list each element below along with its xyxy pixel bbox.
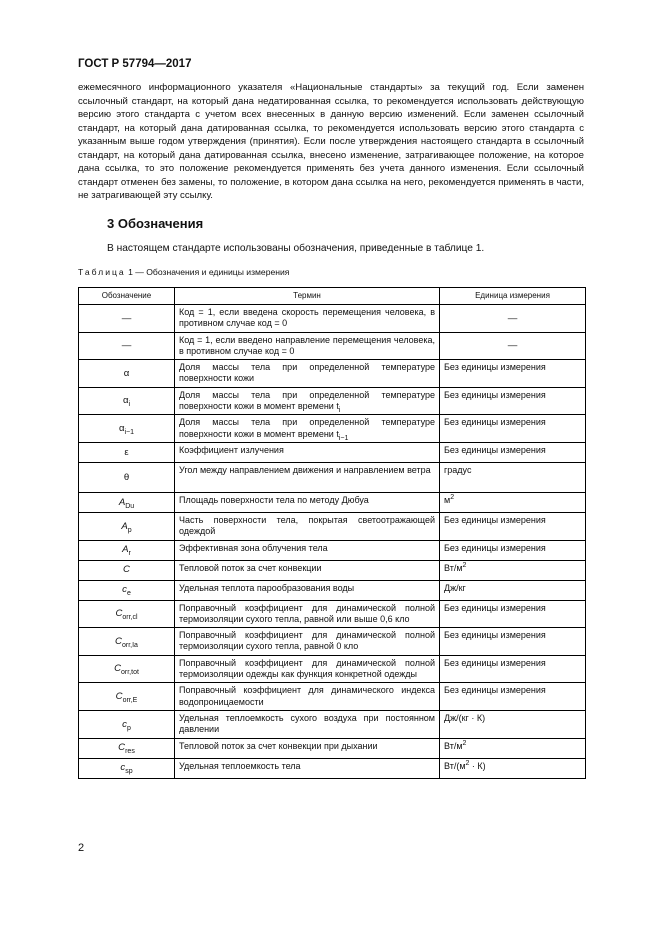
term-text: Поправочный коэффициент для динамической полной термоизоляции сухого тепла, равной 0 кло bbox=[179, 630, 435, 652]
term-text: Поправочный коэффициент для динамической полной термоизоляции сухого тепла, равной или выше 0,6 кло bbox=[179, 602, 435, 624]
table-caption-text: 1 — Обозначения и единицы измерения bbox=[125, 267, 290, 277]
symbol-cell bbox=[79, 442, 175, 462]
unit-text: Без единицы измерения bbox=[444, 444, 546, 455]
unit-cell bbox=[440, 415, 586, 443]
table-row bbox=[79, 305, 586, 333]
symbol-text: A bbox=[118, 496, 126, 508]
symbol-cell bbox=[79, 360, 175, 388]
unit-cell bbox=[440, 738, 586, 758]
symbol-cell bbox=[79, 628, 175, 656]
symbol-cell bbox=[79, 492, 175, 512]
symbol-subscript: i−1 bbox=[124, 428, 135, 436]
unit-text: Без единицы измерения bbox=[444, 685, 546, 696]
term-text: Код = 1, если введено направление перемещения человека, в противном случае код = 0 bbox=[179, 334, 435, 356]
unit-cell bbox=[440, 655, 586, 683]
symbol-text: — bbox=[121, 312, 132, 324]
unit-tail: · К) bbox=[469, 760, 486, 771]
unit-cell bbox=[440, 683, 586, 711]
unit-text: м bbox=[444, 494, 451, 505]
term-subscript: i−1 bbox=[338, 434, 349, 442]
term-text: Доля массы тела при определенной температуре поверхности кожи в момент времени t bbox=[179, 417, 435, 439]
table-header-row bbox=[79, 288, 586, 305]
term-cell bbox=[175, 738, 440, 758]
symbol-text: — bbox=[121, 340, 132, 352]
term-cell bbox=[175, 462, 440, 492]
symbol-text: c bbox=[122, 718, 127, 730]
symbol-text: α bbox=[122, 395, 129, 407]
term-cell bbox=[175, 628, 440, 656]
document-header: ГОСТ Р 57794—2017 bbox=[78, 58, 192, 70]
symbol-subscript: p bbox=[127, 526, 132, 534]
term-cell bbox=[175, 758, 440, 778]
unit-cell bbox=[440, 758, 586, 778]
symbol-cell bbox=[79, 600, 175, 628]
symbol-subscript: orr,Ia bbox=[121, 641, 138, 649]
term-text: Удельная теплота парообразования воды bbox=[179, 582, 355, 593]
symbol-subscript: res bbox=[125, 748, 135, 756]
unit-text: Дж/(кг · К) bbox=[444, 712, 486, 723]
term-text: Площадь поверхности тела по методу Дюбуа bbox=[179, 494, 369, 505]
symbol-text: C bbox=[114, 663, 122, 675]
term-cell bbox=[175, 305, 440, 333]
table-row bbox=[79, 628, 586, 656]
table-row bbox=[79, 442, 586, 462]
symbol-text: θ bbox=[123, 471, 130, 483]
unit-text: Дж/кг bbox=[444, 582, 466, 593]
symbol-text: C bbox=[115, 608, 123, 620]
term-cell bbox=[175, 512, 440, 540]
symbol-subscript: i bbox=[128, 401, 131, 409]
term-cell bbox=[175, 492, 440, 512]
term-cell bbox=[175, 710, 440, 738]
symbol-subscript: orr,tot bbox=[121, 669, 139, 677]
symbol-cell bbox=[79, 580, 175, 600]
symbol-cell bbox=[79, 683, 175, 711]
symbol-text: C bbox=[123, 564, 130, 576]
unit-text: Без единицы измерения bbox=[444, 417, 546, 428]
table-row bbox=[79, 462, 586, 492]
term-subscript: i bbox=[338, 406, 341, 414]
term-cell bbox=[175, 580, 440, 600]
symbol-text: A bbox=[122, 544, 129, 556]
unit-cell bbox=[440, 512, 586, 540]
term-text: Часть поверхности тела, покрытая светоотражающей одеждой bbox=[179, 514, 435, 537]
table-row bbox=[79, 387, 586, 415]
unit-cell bbox=[440, 600, 586, 628]
term-text: Тепловой поток за счет конвекции при дыхании bbox=[179, 740, 378, 751]
term-text: Удельная теплоемкость тела bbox=[179, 760, 301, 771]
unit-text: Без единицы измерения bbox=[444, 602, 546, 613]
unit-cell bbox=[440, 492, 586, 512]
term-text: Поправочный коэффициент для динамической полной термоизоляции одежды как функция конкретной одежды bbox=[179, 657, 435, 680]
symbol-cell bbox=[79, 758, 175, 778]
symbol-text: C bbox=[118, 742, 126, 754]
term-text: Поправочный коэффициент для динамического индекса водопроницаемости bbox=[179, 685, 435, 707]
symbol-cell bbox=[79, 540, 175, 560]
term-cell bbox=[175, 540, 440, 560]
table-row bbox=[79, 758, 586, 778]
symbol-subscript: sp bbox=[125, 768, 133, 776]
unit-superscript: 2 bbox=[462, 561, 467, 569]
table-row bbox=[79, 332, 586, 360]
unit-cell bbox=[440, 628, 586, 656]
table-row bbox=[79, 360, 586, 388]
term-cell bbox=[175, 360, 440, 388]
symbol-subscript: orr,cl bbox=[122, 614, 138, 622]
term-cell bbox=[175, 600, 440, 628]
unit-text: градус bbox=[444, 464, 472, 475]
symbol-cell bbox=[79, 738, 175, 758]
table-row bbox=[79, 415, 586, 443]
unit-cell bbox=[440, 580, 586, 600]
term-text: Тепловой поток за счет конвекции bbox=[179, 562, 322, 573]
term-text: Доля массы тела при определенной температуре поверхности кожи bbox=[179, 362, 435, 384]
symbol-cell bbox=[79, 655, 175, 683]
unit-text: Без единицы измерения bbox=[444, 630, 546, 641]
unit-cell bbox=[440, 462, 586, 492]
unit-text: Без единицы измерения bbox=[444, 542, 546, 553]
unit-superscript: 2 bbox=[465, 759, 470, 767]
unit-text: Без единицы измерения bbox=[444, 362, 546, 373]
unit-cell bbox=[440, 540, 586, 560]
term-cell bbox=[175, 442, 440, 462]
term-cell bbox=[175, 415, 440, 443]
unit-cell bbox=[440, 387, 586, 415]
term-cell bbox=[175, 387, 440, 415]
symbol-text: c bbox=[120, 762, 126, 774]
table-row bbox=[79, 580, 586, 600]
section-intro: В настоящем стандарте использованы обозначения, приведенные в таблице 1. bbox=[107, 243, 485, 254]
table-row bbox=[79, 540, 586, 560]
symbol-cell bbox=[79, 305, 175, 333]
symbol-text: ε bbox=[124, 446, 129, 458]
table-row bbox=[79, 710, 586, 738]
unit-text: Вт/м bbox=[444, 562, 463, 573]
unit-superscript: 2 bbox=[462, 739, 467, 747]
page-number: 2 bbox=[78, 842, 85, 854]
symbol-text: α bbox=[123, 367, 130, 379]
unit-cell bbox=[440, 360, 586, 388]
header-unit: Единица измерения bbox=[440, 288, 586, 305]
symbol-text: C bbox=[115, 690, 123, 702]
unit-text: — bbox=[507, 340, 518, 352]
header-symbol: Обозначение bbox=[79, 288, 175, 305]
unit-cell bbox=[440, 560, 586, 580]
table-row bbox=[79, 600, 586, 628]
unit-cell bbox=[440, 332, 586, 360]
symbol-subscript: r bbox=[128, 550, 131, 558]
table-row bbox=[79, 683, 586, 711]
table-caption-label: Таблица bbox=[78, 267, 126, 277]
unit-cell bbox=[440, 305, 586, 333]
symbol-cell bbox=[79, 387, 175, 415]
symbol-subscript: orr,E bbox=[122, 696, 138, 704]
unit-text: Вт/(м bbox=[444, 760, 466, 771]
unit-cell bbox=[440, 710, 586, 738]
term-text: Код = 1, если введена скорость перемещения человека, в противном случае код = 0 bbox=[179, 307, 435, 329]
table-row bbox=[79, 492, 586, 512]
symbol-text: C bbox=[115, 635, 122, 647]
term-text: Удельная теплоемкость сухого воздуха при постоянном давлении bbox=[179, 712, 435, 735]
symbol-cell bbox=[79, 560, 175, 580]
symbol-text: c bbox=[122, 584, 127, 596]
symbol-cell bbox=[79, 415, 175, 443]
symbol-cell bbox=[79, 710, 175, 738]
term-text: Угол между направлением движения и направлением ветра bbox=[179, 464, 431, 475]
unit-superscript: 2 bbox=[450, 493, 455, 501]
symbol-text: α bbox=[118, 423, 125, 435]
symbol-subscript: e bbox=[126, 590, 131, 598]
term-cell bbox=[175, 332, 440, 360]
header-term: Термин bbox=[175, 288, 440, 305]
unit-text: Без единицы измерения bbox=[444, 389, 546, 400]
table-row bbox=[79, 655, 586, 683]
unit-text: — bbox=[507, 312, 518, 324]
term-text: Доля массы тела при определенной температуре поверхности кожи в момент времени t bbox=[179, 389, 435, 412]
table-caption bbox=[78, 267, 289, 277]
unit-text: Вт/м bbox=[444, 740, 463, 751]
table-row bbox=[79, 560, 586, 580]
symbol-cell bbox=[79, 332, 175, 360]
term-text: Эффективная зона облучения тела bbox=[179, 542, 328, 553]
unit-text: Без единицы измерения bbox=[444, 657, 546, 668]
symbol-text: A bbox=[121, 520, 128, 532]
intro-paragraph: ежемесячного информационного указателя «Национальные стандарты» за текущий год. Если заменен ссылочный стандарт, на который дана недатированная ссылка, то рекомендуется использовать действующую версию этого стандарта с учетом всех внесенных в данную версию изменений. Если заменен ссылочный стандарт, на который дана датированная ссылка, то рекомендуется использовать версию этого стандарта с указанным выше годом утверждения (принятия). Если после утверждения настоящего стандарта в ссылочный стандарт, на который дана датированная ссылка, внесено изменение, затрагивающее положение, на которое дана ссылка, то это положение рекомендуется применять без учета данного изменения. Если ссылочный стандарт отменен без замены, то положение, в котором дана ссылка на него, рекомендуется применять в части, не затрагивающей эту ссылку. bbox=[78, 82, 584, 201]
symbol-cell bbox=[79, 462, 175, 492]
symbol-subscript: Du bbox=[125, 502, 135, 510]
term-cell bbox=[175, 655, 440, 683]
table-row bbox=[79, 512, 586, 540]
symbols-table bbox=[78, 287, 586, 779]
section-title: 3 Обозначения bbox=[107, 216, 204, 231]
unit-cell bbox=[440, 442, 586, 462]
table-row bbox=[79, 738, 586, 758]
term-cell bbox=[175, 683, 440, 711]
term-text: Коэффициент излучения bbox=[179, 444, 284, 455]
unit-text: Без единицы измерения bbox=[444, 514, 546, 525]
symbol-cell bbox=[79, 512, 175, 540]
symbol-subscript: p bbox=[126, 724, 131, 732]
term-cell bbox=[175, 560, 440, 580]
